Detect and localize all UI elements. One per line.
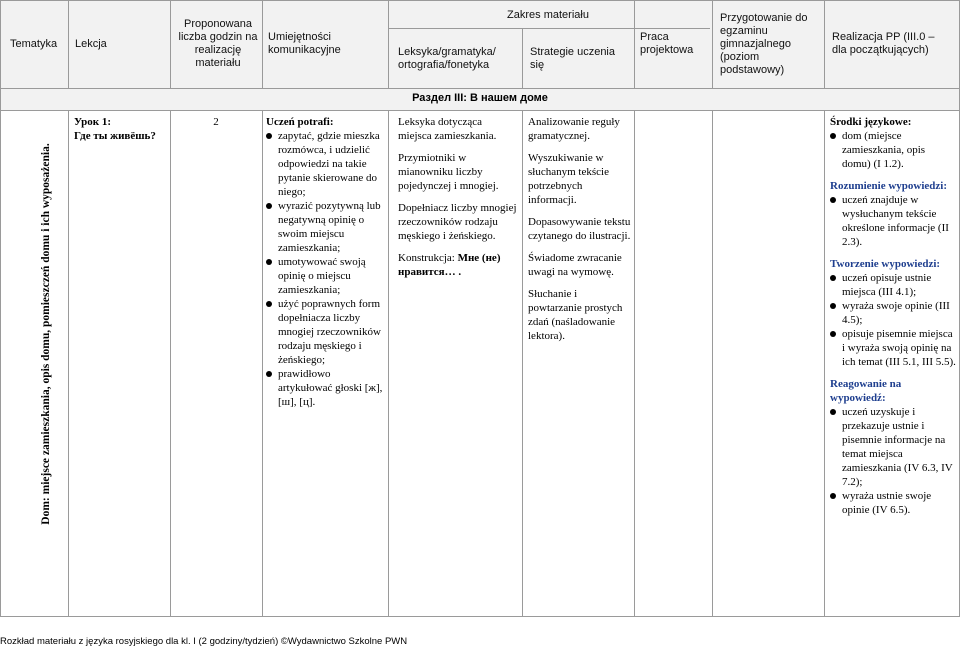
strategie-cell xyxy=(528,115,632,343)
header-lekcja: Lekcja xyxy=(75,37,107,50)
header-leksyka: Leksyka/gramatyka/ ortografia/fonetyka xyxy=(398,46,496,71)
list-item: zapytać, gdzie mieszka rozmówca, i udzielić odpowiedzi na takie pytanie skierowane do niego; xyxy=(266,129,384,199)
header-umiejetnosci: Umiejętności komunikacyjne xyxy=(268,31,341,56)
strategie-p4: Świadome zwracanie uwagi na wymowę. xyxy=(528,252,622,278)
realizacja-s1-head: Środki językowe: xyxy=(830,116,912,128)
grid-line xyxy=(712,110,713,617)
leksyka-p1: Leksyka dotycząca miejsca zamieszkania. xyxy=(398,116,497,142)
realizacja-s3-list xyxy=(830,271,956,369)
list-item: umotywować swoją opinię o miejscu zamieszkania; xyxy=(266,255,384,297)
grid-line xyxy=(0,0,1,617)
header-proponowana: Proponowana liczba godzin na realizację materiału xyxy=(178,18,258,69)
realizacja-s4-head: Reagowanie na wypowiedź: xyxy=(830,378,902,404)
grid-line xyxy=(824,110,825,617)
strategie-p1: Analizowanie reguły gramatycznej. xyxy=(528,116,620,142)
grid-line xyxy=(522,110,523,617)
grid-line xyxy=(68,110,69,617)
header-tematyka: Tematyka xyxy=(10,37,58,50)
strategie-p5: Słuchanie i powtarzanie prostych zdań (naśladowanie lektora). xyxy=(528,288,623,342)
list-item: uczeń znajduje w wysłuchanym tekście określone informacje (II 2.3). xyxy=(830,193,956,249)
leksyka-p3: Dopełniacz liczby mnogiej rzeczowników rodzaju męskiego i żeńskiego. xyxy=(398,202,517,242)
lekcja-line2: Где ты живёшь? xyxy=(74,130,156,142)
list-item: wyraża swoje opinie (III 4.5); xyxy=(830,299,956,327)
list-item: dom (miejsce zamieszkania, opis domu) (I 1.2). xyxy=(830,129,956,171)
grid-line xyxy=(262,0,263,88)
leksyka-cell xyxy=(398,115,518,279)
strategie-p2: Wyszukiwanie w słuchanym tekście potrzebnych informacji. xyxy=(528,152,609,206)
grid-line xyxy=(634,0,635,88)
header-strategie: Strategie uczenia się xyxy=(530,46,615,71)
umiejetnosci-cell xyxy=(266,115,384,409)
umiejetnosci-list xyxy=(266,129,384,409)
grid-line xyxy=(68,0,69,88)
grid-line xyxy=(262,110,263,617)
lekcja-line1: Урок 1: xyxy=(74,116,112,128)
grid-line xyxy=(0,616,960,617)
grid-line xyxy=(0,88,960,89)
header-realizacja: Realizacja PP (III.0 – dla początkujących) xyxy=(832,31,935,56)
leksyka-p4 xyxy=(398,251,518,279)
header-przygotowanie: Przygotowanie do egzaminu gimnazjalnego (poziom podstawowy) xyxy=(720,11,808,76)
grid-line xyxy=(170,0,171,88)
list-item: wyraża ustnie swoje opinie (IV 6.5). xyxy=(830,489,956,517)
hours-cell: 2 xyxy=(213,116,219,128)
grid-line xyxy=(0,110,960,111)
grid-line xyxy=(170,110,171,617)
realizacja-s2-list xyxy=(830,193,956,249)
header-praca: Praca projektowa xyxy=(640,31,694,56)
realizacja-s1-list xyxy=(830,129,956,171)
grid-line xyxy=(388,0,389,88)
leksyka-p4-construction: Мне (не) нравится… . xyxy=(398,252,501,278)
strategie-p3: Dopasowywanie tekstu czytanego do ilustracji. xyxy=(528,216,631,242)
tematyka-cell xyxy=(30,108,62,560)
list-item: opisuje pisemnie miejsca i wyraża swoją opinię na ich temat (III 5.1, III 5.5). xyxy=(830,327,956,369)
umiejetnosci-heading: Uczeń potrafi: xyxy=(266,116,334,128)
grid-line xyxy=(824,0,825,88)
realizacja-s4-list xyxy=(830,405,956,517)
realizacja-cell xyxy=(830,115,956,517)
grid-line xyxy=(712,0,713,88)
grid-line xyxy=(0,0,960,1)
list-item: prawidłowo artykułować głoski [ж], [ш], [ц]. xyxy=(266,367,384,409)
grid-line xyxy=(634,110,635,617)
list-item: wyrazić pozytywną lub negatywną opinię o swoim miejscu zamieszkania; xyxy=(266,199,384,255)
list-item: uczeń uzyskuje i przekazuje ustnie i pisemnie informacje na temat miejsca zamieszkania (IV 6.3, IV 7.2); xyxy=(830,405,956,489)
list-item: uczeń opisuje ustnie miejsca (III 4.1); xyxy=(830,271,956,299)
list-item: użyć poprawnych form dopełniacza liczby mnogiej rzeczowników rodzaju męskiego i żeńskiego; xyxy=(266,297,384,367)
lekcja-cell xyxy=(74,115,166,143)
grid-line xyxy=(388,28,710,29)
grid-line xyxy=(388,110,389,617)
realizacja-s2-head: Rozumienie wypowiedzi: xyxy=(830,180,948,192)
page-footer: Rozkład materiału z języka rosyjskiego dla kl. I (2 godziny/tydzień) ©Wydawnictwo Szkolne PWN xyxy=(0,636,408,647)
realizacja-s3-head: Tworzenie wypowiedzi: xyxy=(830,258,941,270)
tematyka-text: Dom: miejsce zamieszkania, opis domu, pomieszczeń domu i ich wyposażenia. xyxy=(40,143,52,525)
leksyka-p4-prefix: Konstrukcja: xyxy=(398,252,458,264)
leksyka-p2: Przymiotniki w mianowniku liczby pojedynczej i mnogiej. xyxy=(398,152,499,192)
section-title: Раздел III: В нашем доме xyxy=(412,92,548,104)
header-zakres: Zakres materiału xyxy=(507,8,589,21)
grid-line xyxy=(522,28,523,88)
